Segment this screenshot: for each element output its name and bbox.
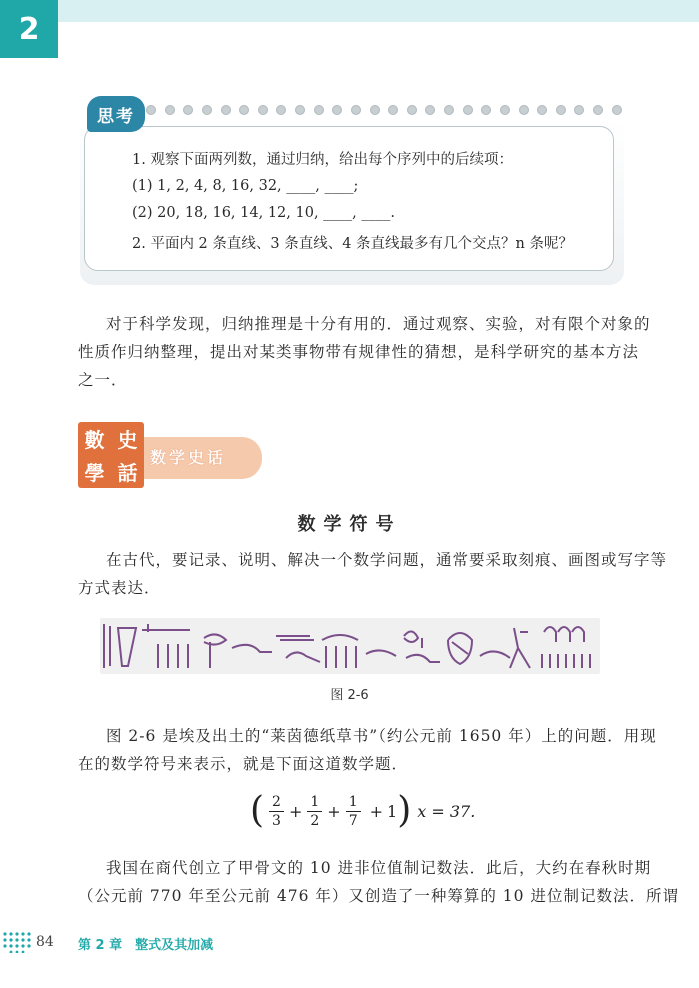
right-paren: ) bbox=[397, 790, 412, 831]
notebook-ring bbox=[332, 105, 342, 115]
fraction-3 bbox=[346, 793, 361, 830]
equation bbox=[250, 786, 475, 836]
seal-char: 學 bbox=[84, 461, 105, 485]
page-number: 84 bbox=[36, 934, 54, 950]
think-line-2: (1) 1, 2, 4, 8, 16, 32, ____, ____; bbox=[132, 178, 359, 194]
plus-sign: + bbox=[288, 801, 303, 821]
notebook-ring bbox=[537, 105, 547, 115]
plus-sign: + bbox=[327, 801, 341, 821]
notebook-ring bbox=[370, 105, 380, 115]
paragraph-4-line-2: （公元前 770 年至公元前 476 年）又创造了一种筹算的 10 进位制记数法．所谓 bbox=[78, 887, 679, 905]
equation-tail: x = 37. bbox=[417, 801, 476, 821]
paragraph-2-line-1: 在古代，要记录、说明、解决一个数学问题，通常要采取刻痕、画图或写字等 bbox=[106, 551, 668, 569]
notebook-ring bbox=[295, 105, 305, 115]
hieroglyph-figure bbox=[100, 618, 600, 674]
footer-chapter-label: 第 2 章 整式及其加减 bbox=[78, 938, 214, 953]
denominator: 7 bbox=[348, 812, 358, 829]
notebook-ring bbox=[444, 105, 454, 115]
footer-dots-icon bbox=[2, 931, 32, 953]
paragraph-1-line-1: 对于科学发现，归纳推理是十分有用的．通过观察、实验，对有限个对象的 bbox=[106, 315, 651, 333]
history-banner-title: 数学史话 bbox=[150, 448, 227, 467]
fraction-1 bbox=[269, 793, 284, 830]
seal-char: 史 bbox=[117, 428, 138, 452]
notebook-ring bbox=[593, 105, 603, 115]
notebook-ring bbox=[276, 105, 286, 115]
notebook-ring bbox=[239, 105, 249, 115]
section-title: 数学符号 bbox=[297, 514, 402, 535]
think-line-4: 2. 平面内 2 条直线、3 条直线、4 条直线最多有几个交点？n 条呢？ bbox=[132, 236, 574, 252]
fraction-2 bbox=[307, 793, 322, 830]
notebook-ring bbox=[556, 105, 566, 115]
notebook-ring bbox=[612, 105, 622, 115]
paragraph-1-line-2: 性质作归纳整理，提出对某类事物带有规律性的猜想，是科学研究的基本方法 bbox=[78, 343, 640, 361]
notebook-ring bbox=[351, 105, 361, 115]
paragraph-3-line-2: 在的数学符号来表示，就是下面这道数学题． bbox=[78, 755, 409, 773]
notebook-ring bbox=[202, 105, 212, 115]
notebook-rings bbox=[146, 103, 622, 117]
notebook-ring bbox=[463, 105, 473, 115]
notebook-ring bbox=[500, 105, 510, 115]
numerator: 2 bbox=[269, 793, 284, 812]
plus-sign: + bbox=[369, 801, 384, 821]
think-line-1: 1. 观察下面两列数，通过归纳，给出每个序列中的后续项： bbox=[132, 152, 513, 168]
notebook-ring bbox=[165, 105, 175, 115]
hieroglyph-drawing bbox=[100, 618, 600, 674]
left-paren: ( bbox=[250, 790, 265, 831]
paragraph-4-line-1: 我国在商代创立了甲骨文的 10 进非位值制记数法．此后，大约在春秋时期 bbox=[106, 859, 652, 877]
notebook-ring bbox=[221, 105, 231, 115]
history-seal-logo bbox=[78, 422, 144, 488]
notebook-ring bbox=[314, 105, 324, 115]
numerator: 1 bbox=[307, 793, 322, 812]
seal-char: 話 bbox=[117, 461, 138, 485]
think-line-3: (2) 20, 18, 16, 14, 12, 10, ____, ____. bbox=[132, 205, 395, 221]
figure-caption: 图 2-6 bbox=[330, 688, 369, 703]
notebook-ring bbox=[183, 105, 193, 115]
notebook-ring bbox=[481, 105, 491, 115]
notebook-ring bbox=[519, 105, 529, 115]
denominator: 2 bbox=[310, 812, 320, 829]
numerator: 1 bbox=[346, 793, 361, 812]
denominator: 3 bbox=[272, 812, 281, 829]
notebook-ring bbox=[146, 105, 156, 115]
notebook-ring bbox=[425, 105, 435, 115]
notebook-ring bbox=[258, 105, 268, 115]
seal-char: 數 bbox=[84, 428, 105, 452]
paragraph-1-line-3: 之一． bbox=[78, 371, 128, 389]
think-tag: 思考 bbox=[87, 96, 145, 132]
notebook-ring bbox=[574, 105, 584, 115]
chapter-number-badge: 2 bbox=[0, 0, 58, 58]
notebook-ring bbox=[388, 105, 398, 115]
paragraph-2-line-2: 方式表达． bbox=[78, 579, 161, 597]
paragraph-3-line-1: 图 2-6 是埃及出土的“莱茵德纸草书”（约公元前 1650 年）上的问题．用现 bbox=[106, 727, 657, 745]
top-band bbox=[0, 0, 699, 22]
notebook-ring bbox=[407, 105, 417, 115]
integer-one: 1 bbox=[387, 801, 398, 821]
